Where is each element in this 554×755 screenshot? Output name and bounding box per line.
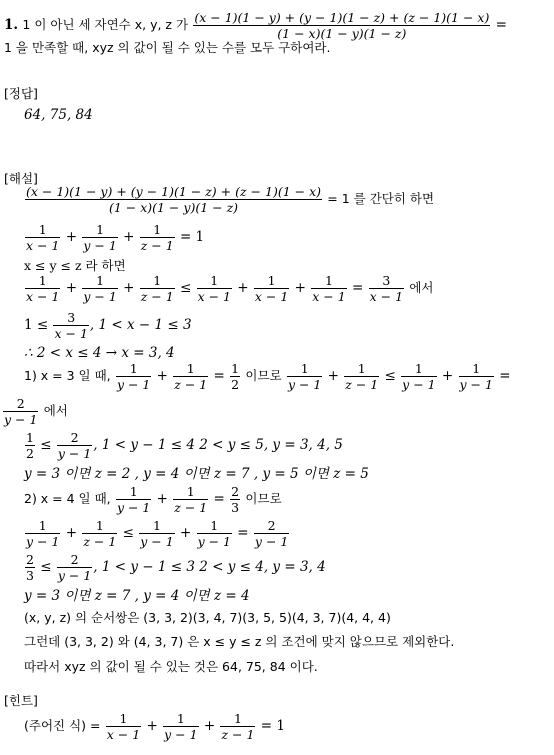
simplify-text: = 1 를 간단히 하면 [327,191,435,206]
case1-prefix: 1) x = 3 일 때, [24,368,111,383]
problem-text: 1 이 아닌 세 자연수 x, y, z 가 [22,17,189,32]
case2-range: , 1 < y − 1 ≤ 3 2 < y ≤ 4, y = 3, 4 [93,559,326,575]
case2-range-line: $\frac{2}{3}$ ≤ $\frac{2}{y - 1}$ , 1 < y − 1 ≤ 3 2 < y ≤ 4, y = 3, 4 [26,552,326,583]
equals-sign: = [495,17,507,33]
case1-mid: 이므로 [245,368,282,383]
fraction-numerator: (x − 1)(1 − y) + (y − 1)(1 − z) + (z − 1)(1 − x) [194,10,490,25]
hint-line: (주어진 식) = $\frac{1}{x - 1}$ + $\frac{1}{y - 1}$ + $\frac{1}{z - 1}$ = 1 [24,711,285,742]
hint-suffix: = 1 [260,718,285,734]
exclusion-note: 그런데 (3, 3, 2) 와 (4, 3, 7) 은 x ≤ y ≤ z 의 조건에 맞지 않으므로 제외한다. [24,634,455,649]
solution-main-fraction [25,184,322,215]
case1-line: 1) x = 3 일 때, $\frac{1}{y - 1}$ + $\frac{1}{z - 1}$ = $\frac{1}{2}$ 이므로 $\frac{1}{y - 1}$ + $\frac{1}{z - 1}$ ≤ $\frac{1}{y - 1}$ + $\frac{1}{y - 1}$ = [24,361,511,392]
case1-range: , 1 < y − 1 ≤ 4 2 < y ≤ 5, y = 3, 4, 5 [93,437,343,453]
answer-value: 64, 75, 84 [24,107,93,123]
fraction-denominator: (1 − x)(1 − y)(1 − z) [25,199,322,215]
ordered-pairs: (x, y, z) 의 순서쌍은 (3, 3, 2)(3, 4, 7)(3, 5, 5)(4, 3, 7)(4, 4, 4) [24,610,391,625]
sum-equals: = 1 [179,229,205,245]
problem-line-1 [4,10,507,41]
problem-main-fraction [193,10,490,41]
hint-prefix: (주어진 식) = [24,718,101,733]
hint-label: [힌트] [4,693,38,708]
case2-inequality-line: $\frac{1}{y - 1}$ + $\frac{1}{z - 1}$ ≤ $\frac{1}{y - 1}$ + $\frac{1}{y - 1}$ = $\frac{2}{y - 1}$ [26,518,289,549]
fraction-denominator: (1 − x)(1 − y)(1 − z) [193,25,490,41]
case2-results: y = 3 이면 z = 7 , y = 4 이면 z = 4 [24,588,250,604]
solution-sum-line: $\frac{1}{x - 1}$ + $\frac{1}{y - 1}$ + $\frac{1}{z - 1}$ = 1 [26,222,205,253]
problem-line-2: 1 을 만족할 때, xyz 의 값이 될 수 있는 수를 모두 구하여라. [4,40,331,55]
case2-prefix: 2) x = 4 일 때, [24,491,111,506]
solution-label: [해설] [4,171,38,186]
case1-range-line: $\frac{1}{2}$ ≤ $\frac{2}{y - 1}$ , 1 < y − 1 ≤ 4 2 < y ≤ 5, y = 3, 4, 5 [26,430,343,461]
bound-suffix: 에서 [409,280,434,295]
bound-inequality-line: $\frac{1}{x - 1}$ + $\frac{1}{y - 1}$ + $\frac{1}{z - 1}$ ≤ $\frac{1}{x - 1}$ + $\frac{1}{x - 1}$ + $\frac{1}{x - 1}$ = $\frac{3}{x - 1}$ 에서 [26,273,434,304]
range-line: 1 ≤ $\frac{3}{x - 1}$ , 1 < x − 1 ≤ 3 [24,310,192,341]
case1-line-b: $\frac{2}{y - 1}$ 에서 [4,396,68,427]
conclusion: 따라서 xyz 의 값이 될 수 있는 것은 64, 75, 84 이다. [24,659,318,674]
x-values-line: ∴ 2 < x ≤ 4 → x = 3, 4 [24,345,175,361]
case2-line: 2) x = 4 일 때, $\frac{1}{y - 1}$ + $\frac{1}{z - 1}$ = $\frac{2}{3}$ 이므로 [24,484,282,515]
range-text: , 1 < x − 1 ≤ 3 [89,317,192,333]
case2-mid: 이므로 [245,491,282,506]
fraction-numerator: (x − 1)(1 − y) + (y − 1)(1 − z) + (z − 1)(1 − x) [26,184,321,199]
answer-label: [정답] [4,86,38,101]
solution-simplify-line [24,184,434,215]
case1-results: y = 3 이면 z = 2 , y = 4 이면 z = 7 , y = 5 이면 z = 5 [24,466,369,482]
problem-number: 1. [4,17,19,33]
case1-end: 에서 [43,403,68,418]
order-assumption: x ≤ y ≤ z 라 하면 [24,258,126,273]
